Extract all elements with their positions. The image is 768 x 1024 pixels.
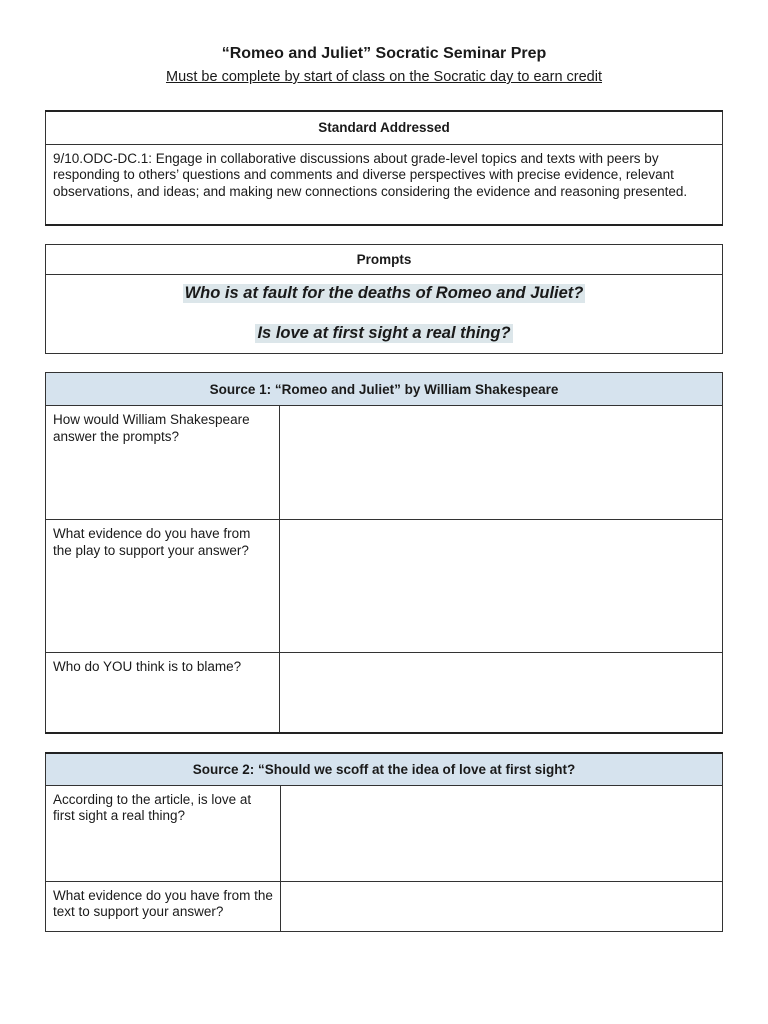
source1-table (45, 372, 723, 734)
standard-heading: Standard Addressed (46, 111, 723, 144)
document-subtitle: Must be complete by start of class on the Socratic day to earn credit (165, 69, 602, 85)
source1-question-cell (46, 653, 280, 733)
source1-answer-field[interactable] (280, 520, 723, 653)
source2-question: What evidence do you have from the text to support your answer? (53, 887, 273, 919)
source1-question: How would William Shakespeare answer the prompts? (53, 412, 250, 444)
source1-question: What evidence do you have from the play to support your answer? (53, 526, 251, 558)
standard-text: 9/10.ODC-DC.1: Engage in collaborative discussions about grade-level topics and texts with peers by responding to others’ questions and comments and diverse perspectives with precise evidence, relevant observations, and ideas; and making new connections considering the evidence and reasoning presented. (53, 150, 688, 199)
source1-question-cell (46, 406, 280, 520)
source2-question-cell (46, 881, 281, 931)
source1-heading: Source 1: “Romeo and Juliet” by William Shakespeare (46, 373, 723, 406)
source1-question-cell (46, 520, 280, 653)
standard-text-cell (46, 144, 723, 225)
prompt-fault: Who is at fault for the deaths of Romeo and Juliet? (184, 284, 584, 302)
prompts-cell (46, 275, 723, 354)
source2-answer-field[interactable] (281, 881, 723, 931)
source1-answer-field[interactable] (280, 653, 723, 733)
source2-heading: Source 2: “Should we scoff at the idea of love at first sight? (46, 753, 723, 785)
prompts-table (45, 244, 723, 354)
source1-answer-field[interactable] (280, 406, 723, 520)
document-title: “Romeo and Juliet” Socratic Seminar Prep (221, 45, 547, 62)
source2-question: According to the article, is love at first sight a real thing? (53, 791, 252, 823)
source2-question-cell (46, 785, 281, 881)
prompt-love-first-sight: Is love at first sight a real thing? (257, 324, 511, 342)
standard-table (45, 110, 723, 226)
source2-answer-field[interactable] (281, 785, 723, 881)
source1-question: Who do YOU think is to blame? (53, 659, 242, 674)
prompts-heading: Prompts (46, 245, 723, 275)
source2-table (45, 752, 723, 932)
